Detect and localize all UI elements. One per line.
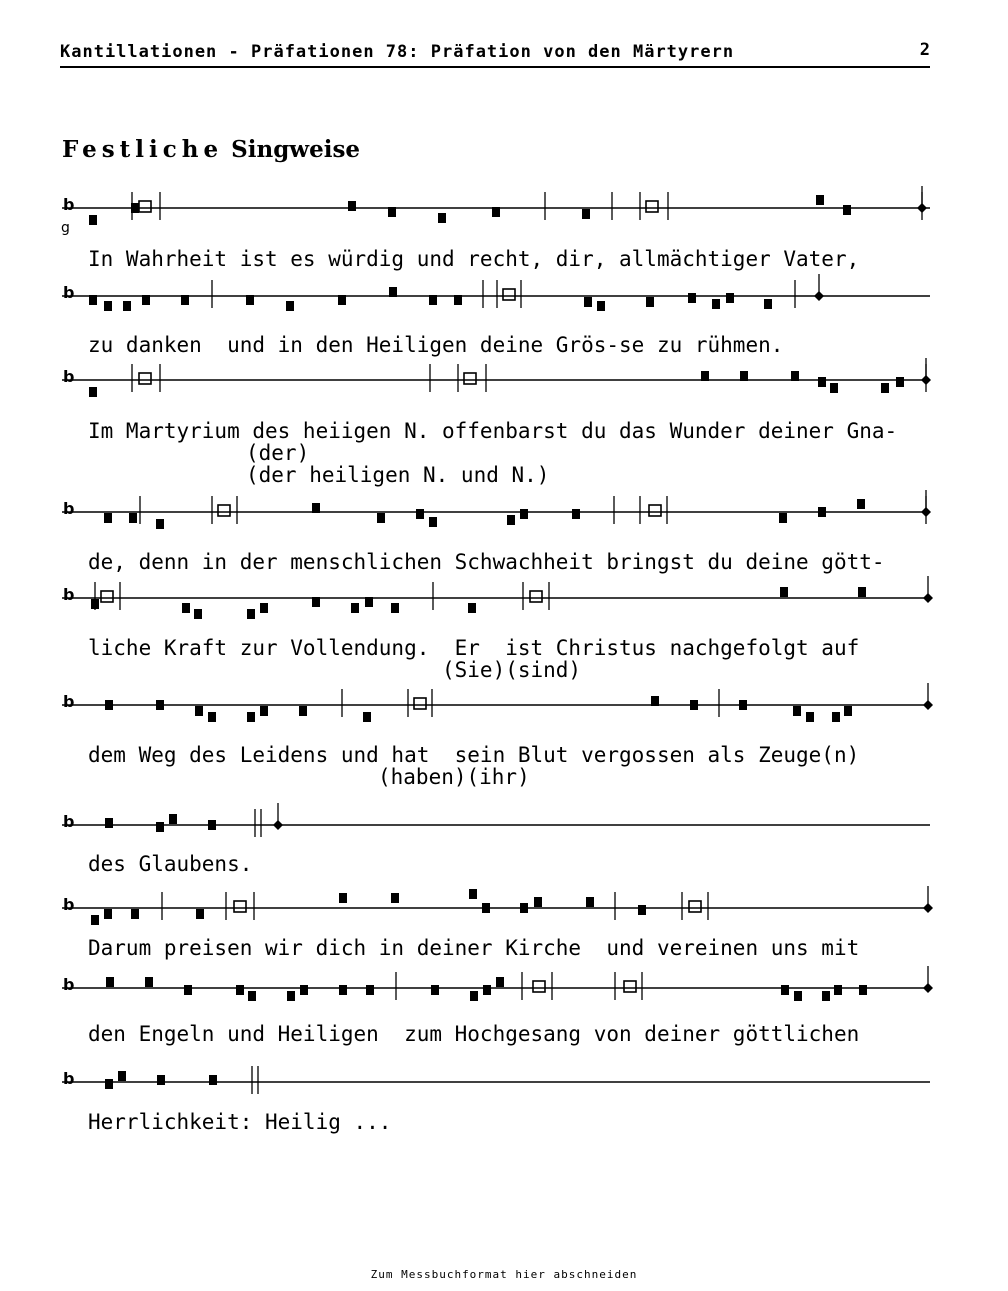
chant-note <box>520 509 528 519</box>
chant-note <box>208 712 216 722</box>
chant-note <box>391 603 399 613</box>
lyric-line-5-alt: (Sie)(sind) <box>442 658 582 682</box>
g-clef-letter: g <box>61 220 70 236</box>
chant-note <box>470 991 478 1001</box>
lyric-line-2: zu danken und in den Heiligen deine Grös-se zu rühmen. <box>88 333 784 357</box>
header-title: Kantillationen - Präfationen 78: Präfation von den Märtyrern <box>60 42 735 62</box>
chant-note <box>496 977 504 987</box>
chant-note <box>339 893 347 903</box>
page-number: 2 <box>919 40 930 60</box>
lyric-line-9: den Engeln und Heiligen zum Hochgesang von deiner göttlichen <box>88 1022 860 1046</box>
chant-note <box>118 1071 126 1081</box>
open-note <box>530 591 542 602</box>
chant-note <box>416 509 424 519</box>
chant-note <box>858 587 866 597</box>
chant-note <box>690 700 698 710</box>
chant-note <box>348 201 356 211</box>
chant-note <box>246 295 254 305</box>
chant-note <box>843 205 851 215</box>
chant-note <box>469 889 477 899</box>
chant-note <box>351 603 359 613</box>
chant-note <box>534 897 542 907</box>
chant-note <box>584 297 592 307</box>
chant-note <box>89 387 97 397</box>
chant-note <box>764 299 772 309</box>
open-note <box>533 981 545 992</box>
chant-note <box>312 503 320 513</box>
open-note <box>139 201 151 212</box>
chant-note <box>816 195 824 205</box>
chant-note <box>520 903 528 913</box>
flat-clef-icon: b <box>63 895 75 914</box>
chant-note <box>726 293 734 303</box>
chant-note <box>338 295 346 305</box>
lyric-line-3: Im Martyrium des heiigen N. offenbarst du das Wunder deiner Gna- <box>88 419 898 443</box>
chant-note <box>142 295 150 305</box>
flat-clef-icon: b <box>63 812 75 831</box>
lyric-line-3-alt-1: (der) <box>246 441 310 465</box>
chant-note <box>247 609 255 619</box>
chant-note <box>857 499 865 509</box>
chant-note <box>793 706 801 716</box>
open-note <box>414 698 426 709</box>
chant-note <box>300 985 308 995</box>
chant-note <box>646 297 654 307</box>
chant-note <box>482 903 490 913</box>
chant-note <box>881 383 889 393</box>
chant-note <box>105 700 113 710</box>
chant-note <box>182 603 190 613</box>
chant-note <box>818 507 826 517</box>
chant-note <box>830 383 838 393</box>
chant-note <box>586 897 594 907</box>
chant-note <box>339 985 347 995</box>
chant-note <box>194 609 202 619</box>
chant-note <box>454 295 462 305</box>
lyric-line-5: liche Kraft zur Vollendung. Er ist Christus nachgefolgt auf <box>88 636 860 660</box>
chant-note <box>739 700 747 710</box>
chant-note <box>208 820 216 830</box>
chant-note <box>781 985 789 995</box>
lyric-line-10: Herrlichkeit: Heilig ... <box>88 1110 392 1134</box>
open-note <box>139 373 151 384</box>
open-note <box>503 289 515 300</box>
chant-note <box>89 215 97 225</box>
chant-note <box>260 706 268 716</box>
chant-note <box>286 301 294 311</box>
chant-note <box>834 985 842 995</box>
chant-note <box>91 915 99 925</box>
footer-note: Zum Messbuchformat hier abschneiden <box>370 1268 638 1281</box>
chant-note <box>366 985 374 995</box>
chant-note <box>572 509 580 519</box>
chant-note <box>260 603 268 613</box>
chant-note <box>492 207 500 217</box>
chant-note <box>597 301 605 311</box>
chant-note <box>638 905 646 915</box>
flat-clef-icon: b <box>63 975 75 994</box>
chant-note <box>129 513 137 523</box>
chant-note <box>388 207 396 217</box>
chant-note <box>701 371 709 381</box>
flat-clef-icon: b <box>63 283 75 302</box>
chant-note <box>104 909 112 919</box>
chant-note <box>832 712 840 722</box>
open-note <box>649 505 661 516</box>
lyric-line-6: dem Weg des Leidens und hat sein Blut vergossen als Zeuge(n) <box>88 743 860 767</box>
chant-note <box>209 1075 217 1085</box>
chant-note <box>104 513 112 523</box>
chant-note <box>740 371 748 381</box>
chant-note <box>145 977 153 987</box>
lyric-line-7: des Glaubens. <box>88 852 253 876</box>
chant-note <box>131 909 139 919</box>
flat-clef-icon: b <box>63 1069 75 1088</box>
chant-note <box>105 818 113 828</box>
chant-note <box>196 909 204 919</box>
section-title-spaced: Festliche <box>62 136 224 163</box>
chant-note <box>363 712 371 722</box>
section-title-rest: Singweise <box>231 136 361 163</box>
chant-note <box>791 371 799 381</box>
lyric-line-4: de, denn in der menschlichen Schwachheit bringst du deine gött- <box>88 550 885 574</box>
chant-note <box>106 977 114 987</box>
flat-clef-icon: b <box>63 585 75 604</box>
chant-note <box>822 991 830 1001</box>
chant-note <box>377 513 385 523</box>
open-note <box>464 373 476 384</box>
open-note <box>646 201 658 212</box>
chant-note <box>89 295 97 305</box>
chant-note <box>780 587 788 597</box>
chant-note <box>184 985 192 995</box>
chant-note <box>287 991 295 1001</box>
chant-note <box>844 706 852 716</box>
chant-note <box>859 985 867 995</box>
chant-note <box>365 597 373 607</box>
chant-note <box>123 301 131 311</box>
flat-clef-icon: b <box>63 195 75 214</box>
chant-note <box>247 712 255 722</box>
chant-note <box>483 985 491 995</box>
chant-note <box>896 377 904 387</box>
chant-note <box>391 893 399 903</box>
chant-note <box>104 301 112 311</box>
lyric-line-1: In Wahrheit ist es würdig und recht, dir, allmächtiger Vater, <box>88 247 860 271</box>
chant-note <box>299 706 307 716</box>
chant-note <box>712 299 720 309</box>
chant-note <box>181 295 189 305</box>
flat-clef-icon: b <box>63 692 75 711</box>
chant-note <box>105 1079 113 1089</box>
chant-note <box>195 706 203 716</box>
chant-note <box>431 985 439 995</box>
chant-note <box>157 1075 165 1085</box>
chant-note <box>818 377 826 387</box>
lyric-line-3-alt-2: (der heiligen N. und N.) <box>246 463 550 487</box>
chant-note <box>651 696 659 706</box>
chant-note <box>794 991 802 1001</box>
flat-clef-icon: b <box>63 499 75 518</box>
chant-note <box>389 287 397 297</box>
lyric-line-6-alt: (haben)(ihr) <box>378 765 530 789</box>
flat-clef-icon: b <box>63 367 75 386</box>
open-note <box>218 505 230 516</box>
chant-note <box>156 519 164 529</box>
chant-note <box>582 209 590 219</box>
open-note <box>234 901 246 912</box>
chant-note <box>156 822 164 832</box>
open-note <box>624 981 636 992</box>
chant-note <box>312 597 320 607</box>
chant-note <box>688 293 696 303</box>
chant-note <box>169 814 177 824</box>
chant-note <box>429 517 437 527</box>
chant-note <box>156 700 164 710</box>
chant-note <box>468 603 476 613</box>
chant-note <box>438 213 446 223</box>
chant-note <box>779 513 787 523</box>
chant-note <box>236 985 244 995</box>
lyric-line-8: Darum preisen wir dich in deiner Kirche und vereinen uns mit <box>88 936 860 960</box>
chant-note <box>429 295 437 305</box>
open-note <box>689 901 701 912</box>
chant-note <box>507 515 515 525</box>
open-note <box>101 591 113 602</box>
chant-note <box>248 991 256 1001</box>
chant-note <box>806 712 814 722</box>
